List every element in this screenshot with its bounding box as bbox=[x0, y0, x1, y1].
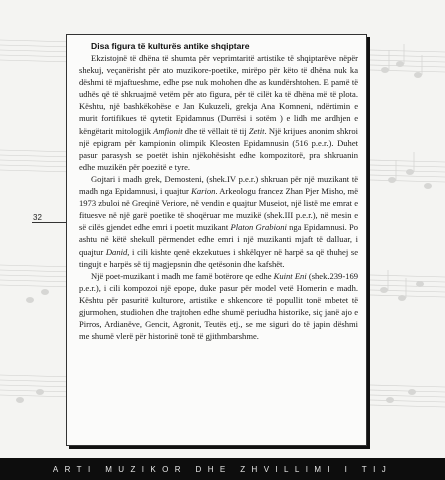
name-kuint-eni: Kuint Eni bbox=[273, 270, 307, 281]
page-number-rule bbox=[32, 222, 66, 223]
name-zetit: Zetit bbox=[248, 125, 265, 136]
paragraph-text: Gojtari i madh grek, Demosteni, (shek.IV p.e.r.) shkruan për një muzikant të madh nga Epidamnusi, i quajtur bbox=[79, 173, 358, 197]
name-amfioni-suffix: t bbox=[180, 125, 183, 136]
paragraph-text: , i cili kishte qenë ekzekutues i shkëlqyer në harpë sa që thuhej se tingujt e harpës së tij magjepsnin dhe qetësonin dhe kafshët. bbox=[79, 246, 358, 269]
paragraph-3 bbox=[79, 270, 358, 343]
paragraph-text: dhe të vëllait të tij bbox=[182, 125, 249, 136]
name-platon-grabioni: Platon Grabioni bbox=[230, 222, 287, 233]
paragraph-text: Ekzistojnë të dhëna të shumta për veprimtaritë artistike të shqiptarëve nëpër shekuj, veçanërisht për ato muzikore-poetike, mirëpo për këto të dhëna nuk ka dëshmi të mjaftueshme, edhe pse nuk mohohen dhe as kundërshtohen. E pamë të udhës që të shkruajmë vetëm për ato figura, për të cilët ka të dhëna më të plota. Kështu, një bashkëkohëse e Jan Kukuzeli, grekja Ana Komneni, ndërtimin e murit fortifikues të qytetit Epidamnus (Durrësi i sotëm ) e lidh me ardhjen e këngëtarit mitologjik bbox=[79, 53, 358, 136]
paragraph-1 bbox=[79, 52, 358, 173]
paragraph-text: . Arkeologu francez Zhan Pjer Misho, më 1973 zbuloi në Greqinë Veriore, në vendin e quajtur Museiot, një listë me emrat e fituesve në një garë poetike të shoqëruar me muzikë (shek.III p.e.r.), në mesin e së cilës gjendet edhe emri i poetit muzikant bbox=[79, 186, 358, 233]
footer-running-title: ARTI MUZIKOR DHE ZHVILLIMI I TIJ bbox=[52, 464, 393, 474]
paragraph-text: (shek.239-169 p.e.r.), i cili kompozoi një epope, duke pasur për model vetë Homerin e madh. Kështu për pasuritë kulturore, artistike e shkencore të popullit tonë mbetet të gjurmohen, studiohen dhe trajtohen edhe shumë periudha historike, siç janë ajo e Pirros, Ardianëve, Gencit, Agronit, Teutës etj., se me siguri do të japin dëshmi me shumë vlerë për historinë tonë të gjithmbarshme. bbox=[79, 270, 358, 342]
footer-band bbox=[0, 458, 445, 480]
name-amfioni: Amfioni bbox=[153, 125, 181, 136]
page-number: 32 bbox=[33, 213, 42, 222]
name-karion: Karion bbox=[191, 186, 216, 197]
paragraph-text: nga Epidamnusi. Po ashtu në këtë shekull përmendet edhe emri i një muzikanti mjaft të dalluar, i quajtur bbox=[79, 222, 358, 257]
paragraph-text: Një poet-muzikant i madh me famë botërore qe edhe bbox=[91, 270, 274, 281]
name-danid: Danid bbox=[105, 246, 128, 257]
section-title: Disa figura të kulturës antike shqiptare bbox=[91, 41, 250, 51]
article-box bbox=[66, 34, 367, 446]
paragraph-text: . Një krijues anonim shkroi një epigram për kampionin olimpik Kleosten Epidamnusin (516 p.e.r.). Duhet pasur parasysh se poetët ishin njëkohësisht edhe kompozitorë, pra shkruanin edhe muzikën për poezitë e tyre. bbox=[79, 125, 358, 172]
paragraph-2 bbox=[79, 173, 358, 270]
